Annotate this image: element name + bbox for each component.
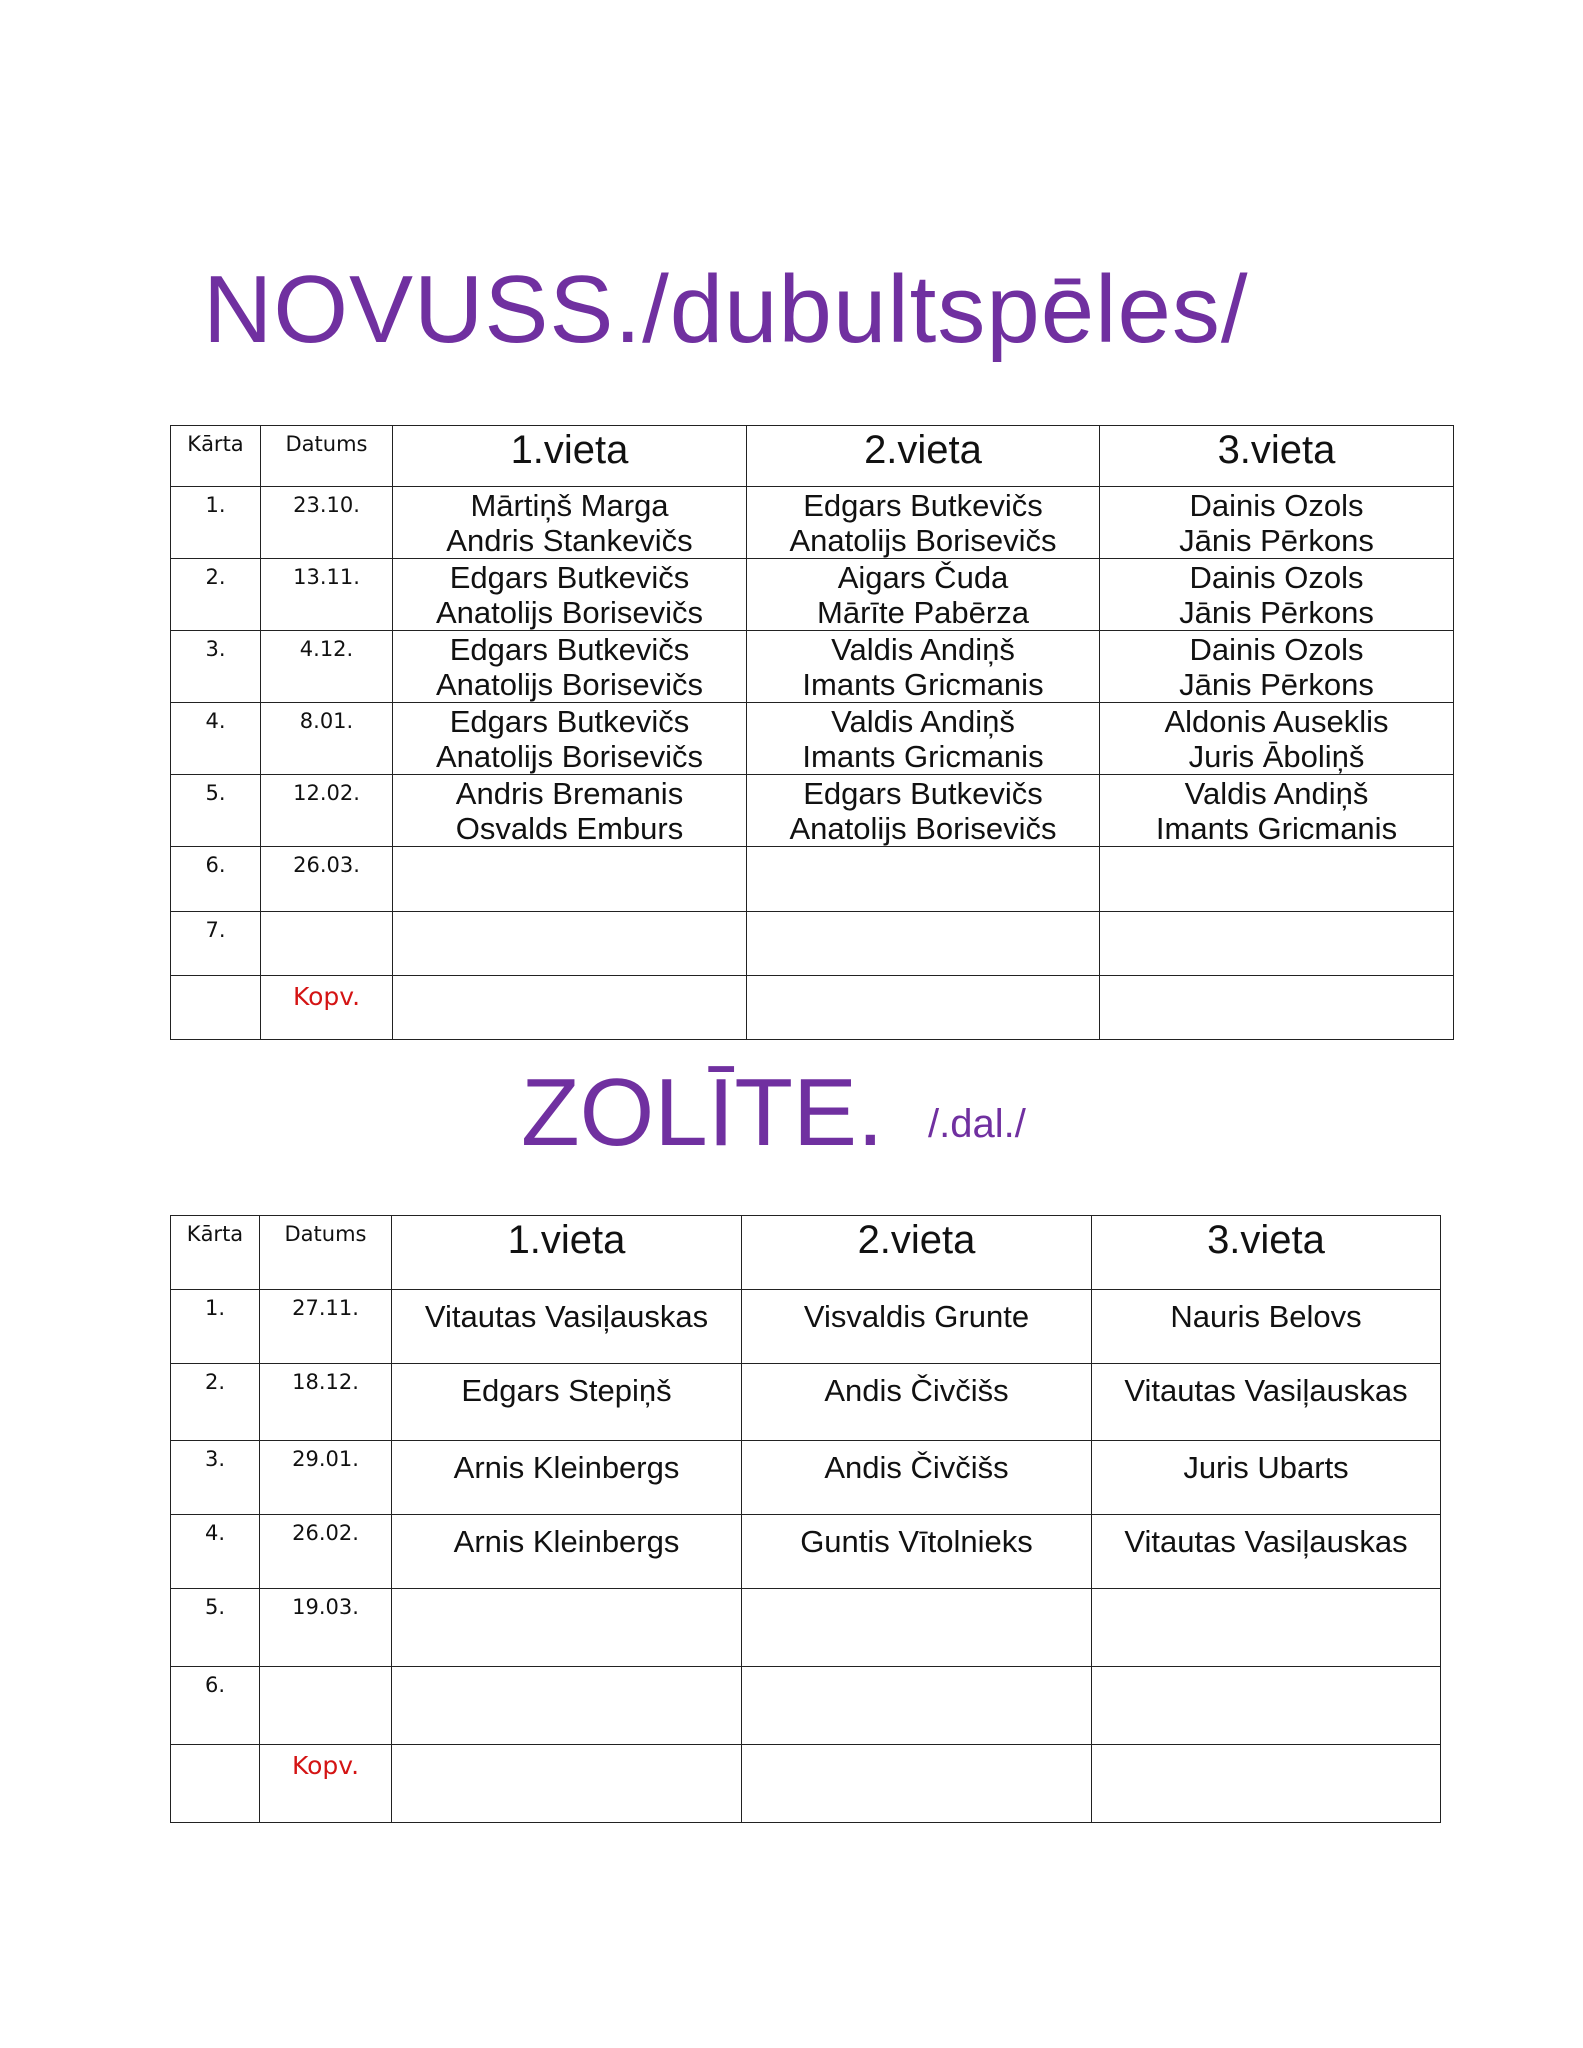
place-1-cell (393, 912, 747, 976)
round-date: 29.01. (260, 1441, 392, 1515)
place-3-pair (1100, 775, 1454, 847)
place-3-winner: Vitautas Vasiļauskas (1092, 1364, 1441, 1441)
place-2-cell (747, 912, 1100, 976)
player-name: Edgars Butkevičs (803, 776, 1043, 811)
player-name: Edgars Butkevičs (449, 632, 690, 667)
place-1-cell (393, 847, 747, 912)
place-2-winner: Visvaldis Grunte (742, 1290, 1092, 1364)
place-2-pair (747, 559, 1100, 631)
player-name: Mārtiņš Marga (470, 488, 669, 523)
place-3-winner: Nauris Belovs (1092, 1290, 1441, 1364)
place-3-pair (1100, 559, 1454, 631)
round-number: 2. (171, 559, 261, 631)
header-datums: Datums (260, 1216, 392, 1290)
place-2-winner: Andis Čivčišs (742, 1364, 1092, 1441)
player-name: Anatolijs Borisevičs (435, 595, 704, 630)
round-date: 4.12. (261, 631, 393, 703)
place-2-winner: Andis Čivčišs (742, 1441, 1092, 1515)
total-label: Kopv. (260, 1745, 392, 1823)
round-number: 2. (171, 1364, 260, 1441)
player-name: Valdis Andiņš (831, 704, 1015, 739)
place-3-pair (1100, 487, 1454, 559)
round-date: 13.11. (261, 559, 393, 631)
novuss-results-table (170, 425, 1454, 1040)
player-name: Anatolijs Borisevičs (789, 523, 1057, 558)
player-name: Edgars Butkevičs (449, 560, 690, 595)
round-date: 27.11. (260, 1290, 392, 1364)
place-3-cell (1092, 1589, 1441, 1667)
total-label: Kopv. (261, 976, 393, 1040)
player-name: Andris Stankevičs (446, 523, 693, 558)
round-date: 18.12. (260, 1364, 392, 1441)
place-3-pair (1100, 631, 1454, 703)
novuss-title: NOVUSS./dubultspēles/ (203, 256, 1249, 363)
table-row (171, 631, 1454, 703)
total-number-cell (171, 1745, 260, 1823)
header-place-2: 2.vieta (742, 1216, 1092, 1290)
table-row (171, 775, 1454, 847)
total-row (171, 976, 1454, 1040)
round-date (260, 1667, 392, 1745)
table-row (171, 1441, 1441, 1515)
place-1-winner: Arnis Kleinbergs (392, 1441, 742, 1515)
zolite-subtitle: /.dal./ (928, 1102, 1026, 1146)
round-number: 4. (171, 1515, 260, 1589)
player-name: Valdis Andiņš (831, 632, 1015, 667)
place-2-pair (747, 631, 1100, 703)
place-2-pair (747, 775, 1100, 847)
place-1-pair (393, 775, 747, 847)
round-date (261, 912, 393, 976)
player-name: Jānis Pērkons (1179, 523, 1374, 558)
place-1-cell (392, 1745, 742, 1823)
player-name: Imants Gricmanis (802, 667, 1044, 702)
total-row (171, 1745, 1441, 1823)
round-number: 1. (171, 487, 261, 559)
player-name: Dainis Ozols (1189, 632, 1364, 667)
place-2-cell (742, 1745, 1092, 1823)
player-name: Jānis Pērkons (1179, 595, 1374, 630)
place-1-pair (393, 487, 747, 559)
place-1-cell (392, 1667, 742, 1745)
player-name: Mārīte Pabērza (817, 595, 1029, 630)
place-3-cell (1092, 1667, 1441, 1745)
place-3-pair (1100, 703, 1454, 775)
header-place-3: 3.vieta (1100, 426, 1454, 487)
place-2-cell (742, 1667, 1092, 1745)
player-name: Valdis Andiņš (1184, 776, 1369, 811)
header-place-2: 2.vieta (747, 426, 1100, 487)
place-3-cell (1100, 847, 1454, 912)
total-number-cell (171, 976, 261, 1040)
place-1-winner: Vitautas Vasiļauskas (392, 1290, 742, 1364)
round-date: 12.02. (261, 775, 393, 847)
player-name: Jānis Pērkons (1179, 667, 1374, 702)
table-row (171, 703, 1454, 775)
header-place-1: 1.vieta (393, 426, 747, 487)
round-number: 3. (171, 631, 261, 703)
player-name: Imants Gricmanis (802, 739, 1044, 774)
round-number: 6. (171, 847, 261, 912)
place-3-winner: Vitautas Vasiļauskas (1092, 1515, 1441, 1589)
player-name: Anatolijs Borisevičs (435, 739, 704, 774)
player-name: Edgars Butkevičs (449, 704, 690, 739)
place-2-cell (747, 847, 1100, 912)
table-row (171, 1589, 1441, 1667)
player-name: Andris Bremanis (455, 776, 684, 811)
round-date: 19.03. (260, 1589, 392, 1667)
place-3-cell (1100, 976, 1454, 1040)
place-1-pair (393, 631, 747, 703)
place-2-pair (747, 703, 1100, 775)
table-header-row (171, 426, 1454, 487)
place-3-winner: Juris Ubarts (1092, 1441, 1441, 1515)
round-number: 3. (171, 1441, 260, 1515)
round-date: 8.01. (261, 703, 393, 775)
round-number: 5. (171, 1589, 260, 1667)
round-date: 26.02. (260, 1515, 392, 1589)
place-1-pair (393, 559, 747, 631)
place-2-pair (747, 487, 1100, 559)
place-1-cell (392, 1589, 742, 1667)
header-karta: Kārta (171, 1216, 260, 1290)
place-1-pair (393, 703, 747, 775)
place-1-cell (393, 976, 747, 1040)
table-row (171, 847, 1454, 912)
place-3-cell (1092, 1745, 1441, 1823)
table-header-row (171, 1216, 1441, 1290)
header-karta: Kārta (171, 426, 261, 487)
table-row (171, 1364, 1441, 1441)
player-name: Juris Āboliņš (1188, 739, 1365, 774)
player-name: Aldonis Auseklis (1164, 704, 1389, 739)
player-name: Dainis Ozols (1189, 488, 1364, 523)
round-date: 26.03. (261, 847, 393, 912)
header-datums: Datums (261, 426, 393, 487)
table-row (171, 1667, 1441, 1745)
round-number: 7. (171, 912, 261, 976)
place-3-cell (1100, 912, 1454, 976)
round-number: 4. (171, 703, 261, 775)
table-row (171, 1515, 1441, 1589)
round-number: 6. (171, 1667, 260, 1745)
table-row (171, 1290, 1441, 1364)
round-number: 5. (171, 775, 261, 847)
player-name: Osvalds Emburs (455, 811, 684, 846)
round-number: 1. (171, 1290, 260, 1364)
place-2-cell (747, 976, 1100, 1040)
zolite-results-table (170, 1215, 1441, 1823)
table-row (171, 487, 1454, 559)
round-date: 23.10. (261, 487, 393, 559)
player-name: Edgars Butkevičs (803, 488, 1043, 523)
player-name: Anatolijs Borisevičs (789, 811, 1057, 846)
header-place-3: 3.vieta (1092, 1216, 1441, 1290)
place-2-cell (742, 1589, 1092, 1667)
player-name: Imants Gricmanis (1155, 811, 1398, 846)
table-row (171, 559, 1454, 631)
place-1-winner: Arnis Kleinbergs (392, 1515, 742, 1589)
table-row (171, 912, 1454, 976)
header-place-1: 1.vieta (392, 1216, 742, 1290)
player-name: Dainis Ozols (1189, 560, 1364, 595)
zolite-title: ZOLĪTE. (521, 1059, 884, 1166)
place-1-winner: Edgars Stepiņš (392, 1364, 742, 1441)
player-name: Aigars Čuda (837, 560, 1009, 595)
player-name: Anatolijs Borisevičs (435, 667, 704, 702)
place-2-winner: Guntis Vītolnieks (742, 1515, 1092, 1589)
